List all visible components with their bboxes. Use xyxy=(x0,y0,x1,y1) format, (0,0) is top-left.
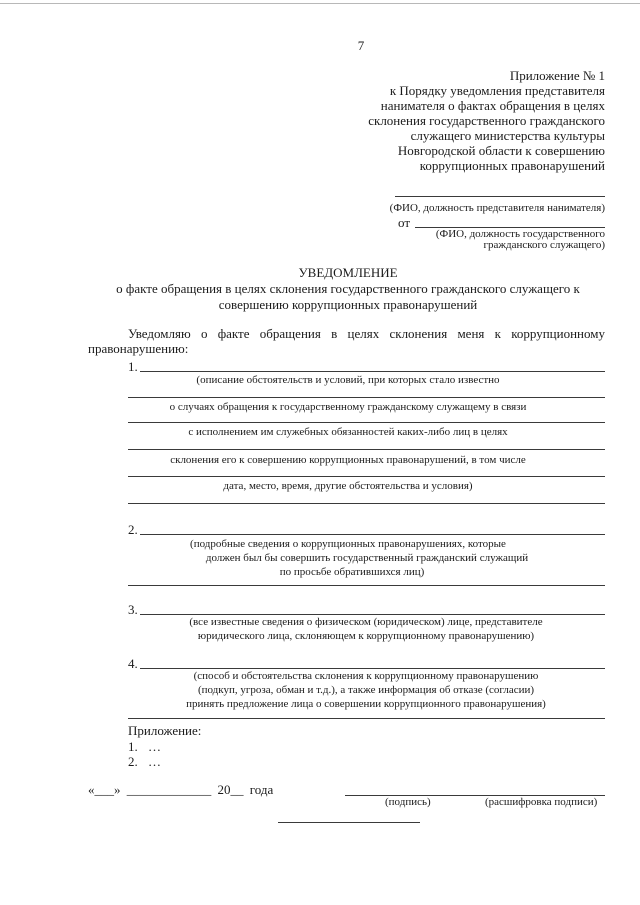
date-line: «___» _____________ 20__ года xyxy=(88,782,274,797)
notice-title: УВЕДОМЛЕНИЕ xyxy=(298,265,398,280)
caption-line: (подкуп, угроза, обман и т.д.), а также информация об отказе (согласии) xyxy=(197,684,535,696)
caption-line: по просьбе обратившихся лиц) xyxy=(279,566,425,578)
section-number: 4. xyxy=(128,656,138,671)
appendix-line: склонения государственного гражданского xyxy=(368,113,605,128)
appendix-line: коррупционных правонарушений xyxy=(419,158,605,173)
decryption-caption: (расшифровка подписи) xyxy=(485,796,598,808)
caption-line: (подробные сведения о коррупционных правонарушениях, которые xyxy=(190,538,506,550)
caption-line: (все известные сведения о физическом (юридическом) лице, представителе xyxy=(189,616,543,628)
attachments-label: Приложение: xyxy=(128,723,202,738)
fill-line xyxy=(128,503,605,504)
fill-line xyxy=(140,614,605,615)
fill-line xyxy=(140,534,605,535)
from-label: от xyxy=(398,215,411,230)
employer-fill-line xyxy=(395,196,605,197)
caption-line: дата, место, время, другие обстоятельства и условия) xyxy=(223,480,473,492)
fill-line xyxy=(128,422,605,423)
caption-line: юридического лица, склоняющем к коррупционному правонарушению) xyxy=(197,630,535,642)
section-number: 1. xyxy=(128,359,138,374)
fill-line xyxy=(128,718,605,719)
caption-line: с исполнением им служебных обязанностей каких-либо лиц в целях xyxy=(188,426,508,438)
notice-subtitle-line: совершению коррупционных правонарушений xyxy=(218,297,478,312)
fill-line xyxy=(140,371,605,372)
caption-line: должен был бы совершить государственный гражданский служащий xyxy=(205,552,529,564)
appendix-line: к Порядку уведомления представителя xyxy=(389,83,605,98)
appendix-line: нанимателя о фактах обращения в целях xyxy=(380,98,605,113)
appendix-title: Приложение № 1 xyxy=(509,68,605,83)
attachment-item-text: … xyxy=(148,739,161,754)
appendix-header xyxy=(368,68,605,173)
caption-line: склонения его к совершению коррупционных правонарушений, в том числе xyxy=(170,454,526,466)
fill-line xyxy=(128,449,605,450)
fill-line xyxy=(128,476,605,477)
attachment-item-number: 1. xyxy=(128,739,138,754)
page-number: 7 xyxy=(357,38,365,53)
employee-caption-line: (ФИО, должность государственного xyxy=(435,228,605,240)
footer-line xyxy=(278,822,420,823)
caption-line: (способ и обстоятельства склонения к коррупционному правонарушению xyxy=(193,670,539,682)
section-number: 2. xyxy=(128,522,138,537)
fill-line xyxy=(128,585,605,586)
signature-caption: (подпись) xyxy=(385,796,431,808)
attachment-item-text: … xyxy=(148,754,161,769)
attachment-item-number: 2. xyxy=(128,754,138,769)
employer-caption: (ФИО, должность представителя нанимателя) xyxy=(389,202,605,214)
appendix-line: Новгородской области к совершению xyxy=(397,143,605,158)
notice-subtitle-line: о факте обращения в целях склонения государственного гражданского служащего к xyxy=(116,281,580,296)
caption-line: принять предложение лица о совершении коррупционного правонарушения) xyxy=(186,698,546,710)
fill-line xyxy=(128,397,605,398)
section-number: 3. xyxy=(128,602,138,617)
employee-caption-line: гражданского служащего) xyxy=(483,239,605,251)
intro-line: правонарушению: xyxy=(88,341,189,356)
intro-line: Уведомляю о факте обращения в целях склонения меня к коррупционному xyxy=(128,326,605,341)
appendix-line: служащего министерства культуры xyxy=(410,128,605,143)
fill-line xyxy=(140,668,605,669)
caption-line: (описание обстоятельств и условий, при которых стало известно xyxy=(196,374,500,386)
scan-edge-line xyxy=(0,3,640,4)
caption-line: о случаях обращения к государственному гражданскому служащему в связи xyxy=(169,401,527,413)
